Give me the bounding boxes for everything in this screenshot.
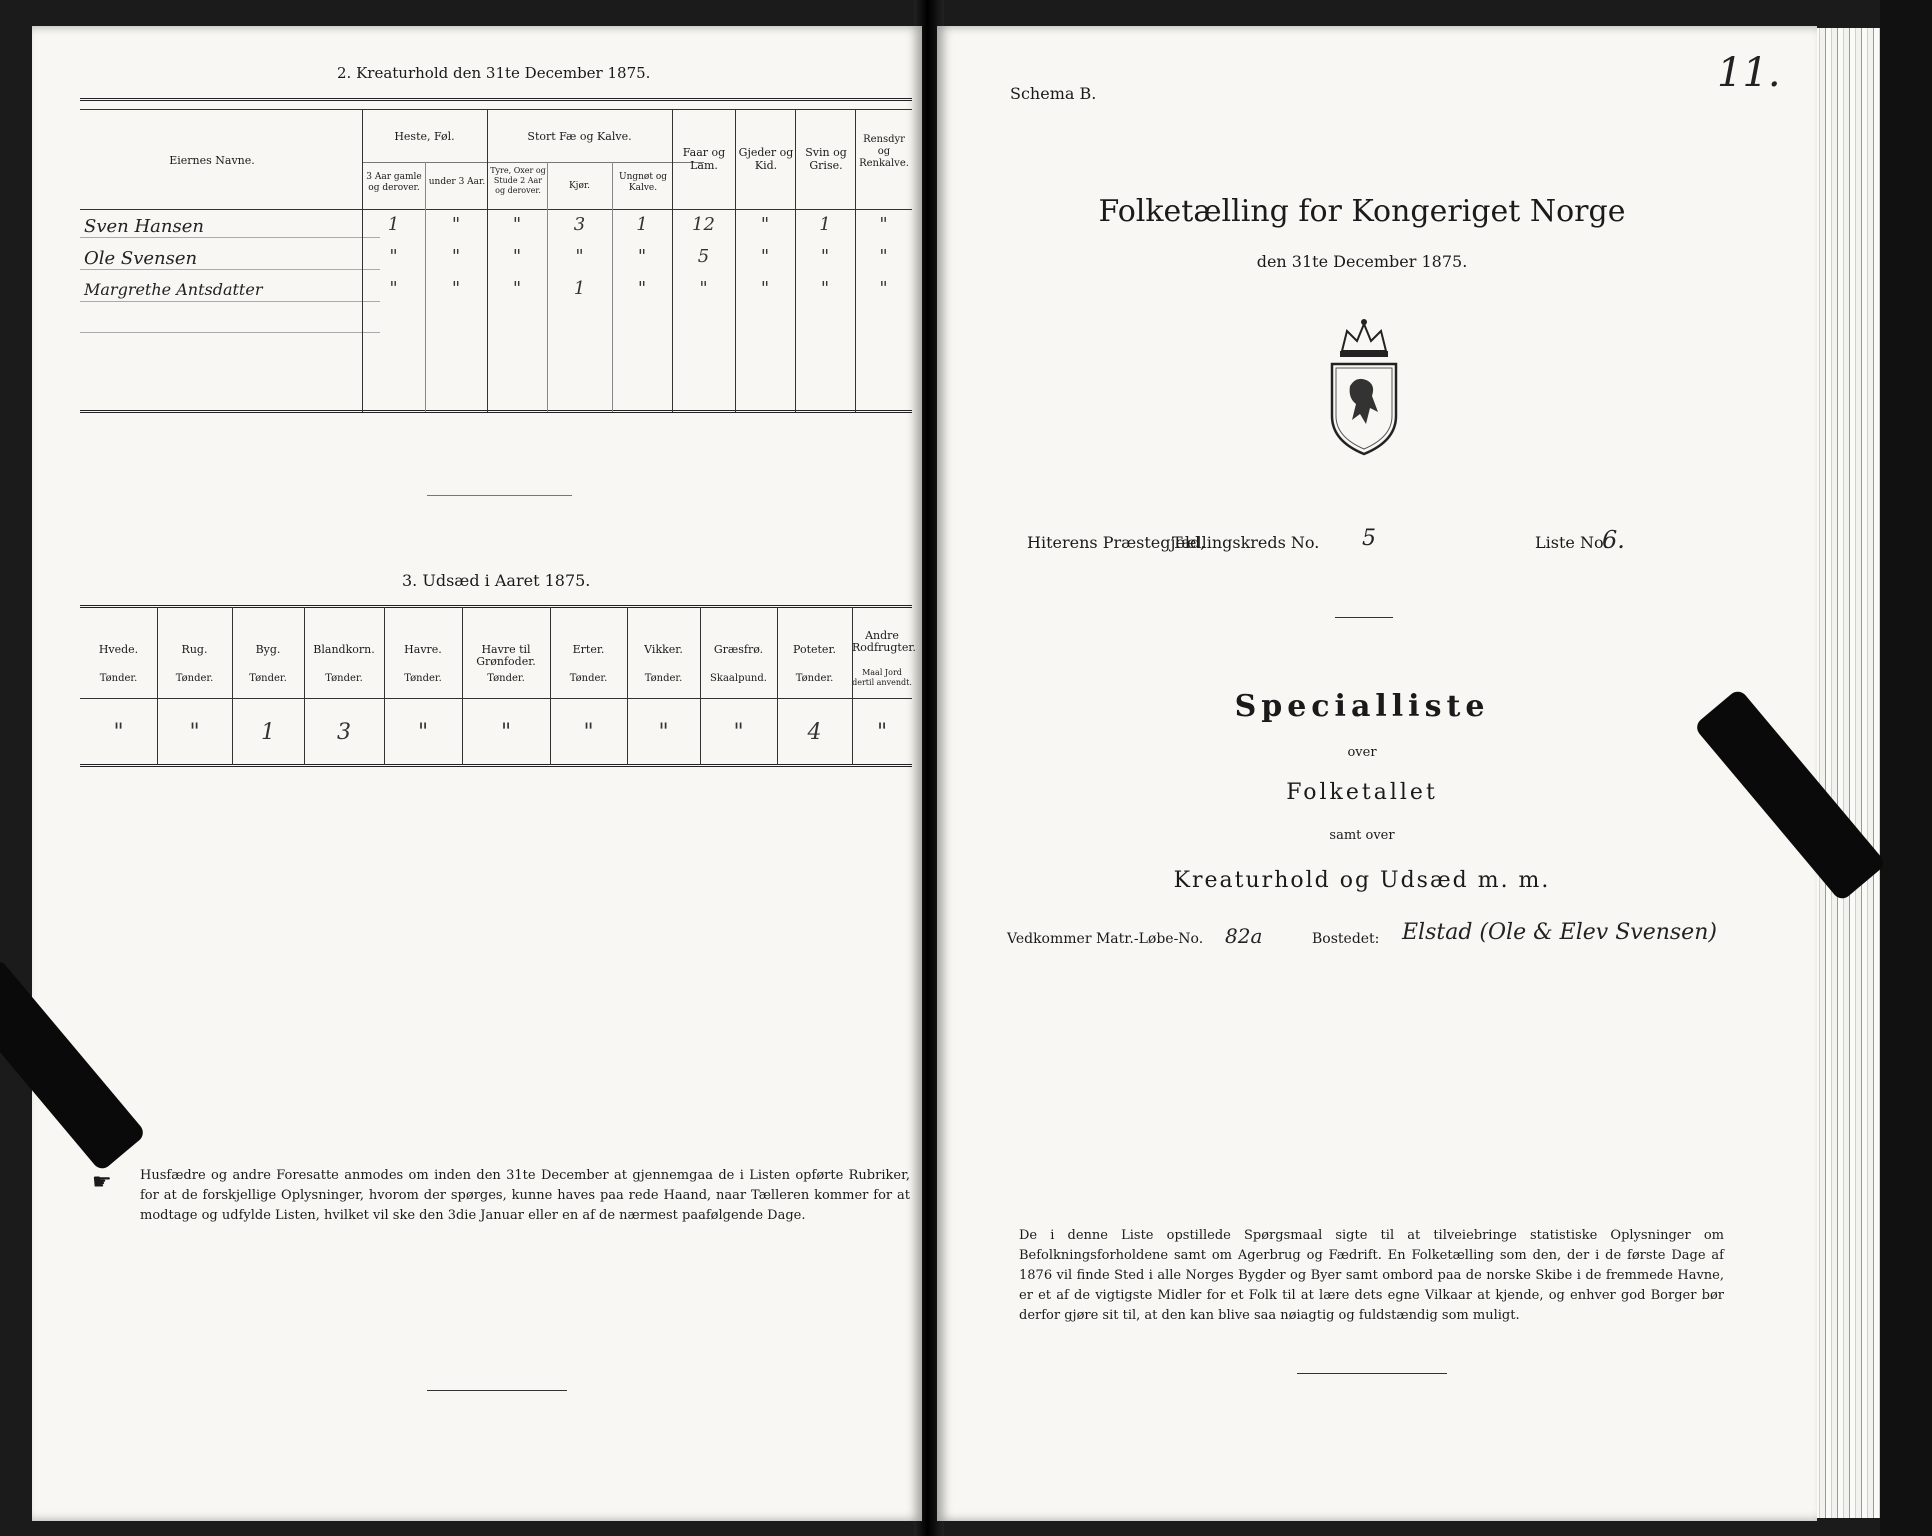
section2-title: 2. Kreaturhold den 31te December 1875. — [337, 64, 651, 82]
livestock-cell: " — [760, 246, 770, 267]
owner-name: Sven Hansen — [84, 216, 204, 237]
district-label: Tællingskreds No. — [1172, 533, 1320, 552]
crop-header: Havre. — [404, 643, 442, 656]
crop-value: 1 — [261, 720, 275, 745]
coat-of-arms-icon — [1322, 316, 1407, 456]
livestock-cell: " — [760, 278, 770, 299]
crop-unit: Tønder. — [569, 673, 608, 684]
crop-header: Blandkorn. — [313, 643, 375, 656]
livestock-cell: " — [451, 246, 461, 267]
livestock-cell: " — [512, 214, 522, 235]
owner-header: Eiernes Navne. — [169, 154, 255, 167]
livestock-cell: " — [879, 214, 888, 235]
bosted-value: Elstad (Ole & Elev Svensen) — [1402, 920, 1717, 945]
samt-over-text: samt over — [1329, 828, 1395, 843]
livestock-cell: " — [637, 246, 647, 267]
livestock-cell: " — [575, 246, 584, 267]
right-page — [937, 26, 1817, 1521]
table-rule — [80, 109, 912, 110]
crop-header: Vikker. — [644, 643, 683, 656]
crop-value: 3 — [337, 720, 351, 745]
matr-value: 82a — [1225, 924, 1263, 948]
subheader-svin: Svin og Grise. — [805, 146, 847, 172]
livestock-cell: " — [451, 278, 461, 299]
livestock-cell: " — [389, 246, 398, 267]
crop-header: Hvede. — [98, 643, 139, 656]
crop-value: 4 — [807, 720, 822, 745]
livestock-cell: " — [389, 278, 398, 299]
crop-unit: Tønder. — [404, 673, 442, 684]
table-rule — [80, 209, 912, 210]
table-bottom-rule — [80, 410, 912, 413]
livestock-cell: " — [879, 246, 888, 267]
table-top-rule — [80, 98, 912, 101]
livestock-cell: 3 — [573, 214, 586, 235]
subheader-s1: Tyre, Oxer og Stude 2 Aar og derover. — [490, 166, 546, 195]
bosted-label: Bostedet: — [1312, 931, 1380, 947]
crop-rule — [80, 698, 912, 699]
subheader-rens: Rensdyr og Renkalve. — [859, 134, 909, 169]
pointing-hand-icon: ☛ — [92, 1170, 112, 1195]
notice-text: Husfædre og andre Foresatte anmodes om inden den 31te December at gjennemgaa de i Listen opførte Rubriker, for at de forskjellige Oplysninger, hvorom der spørges, kunne haves paa rede Haand, naar Tælleren kommer for at modtage og udfylde Listen, hvilket vil ske den 3die Januar eller en af de nærmest paafølgende Dage. — [140, 1168, 910, 1223]
stortfae-header: Stort Fæ og Kalve. — [527, 130, 632, 143]
folio-number: 11. — [1717, 50, 1781, 96]
main-title: Folketælling for Kongeriget Norge — [1098, 194, 1626, 229]
livestock-cell: 5 — [697, 246, 710, 267]
crop-unit: Tønder. — [175, 673, 214, 684]
crop-value: " — [500, 720, 512, 745]
crop-unit: Maal Jord dertil anvendt. — [852, 668, 912, 687]
crop-value: " — [189, 720, 200, 745]
crop-header: Erter. — [572, 643, 605, 656]
livestock-cell: " — [820, 278, 830, 299]
crop-bottom-rule — [80, 764, 912, 767]
crop-unit: Tønder. — [325, 673, 363, 684]
crop-unit: Tønder. — [487, 673, 525, 684]
subtitle: den 31te December 1875. — [1256, 252, 1468, 271]
livestock-cell: " — [760, 214, 770, 235]
crop-header: Græsfrø. — [713, 643, 764, 656]
crop-header: Havre til Grønfoder. — [476, 643, 536, 668]
crop-unit: Tønder. — [249, 673, 287, 684]
specialliste-title: Specialliste — [1234, 689, 1490, 724]
schema-label: Schema B. — [1010, 84, 1097, 103]
subheader-gjeder: Gjeder og Kid. — [738, 146, 794, 172]
matr-label: Vedkommer Matr.-Løbe-No. — [1007, 931, 1204, 947]
divider — [427, 1390, 567, 1391]
subheader-s2: Kjør. — [568, 181, 591, 191]
folketallet-text: Folketallet — [1286, 780, 1438, 805]
crop-value: " — [417, 720, 429, 745]
livestock-cell: 1 — [573, 278, 586, 299]
crop-value: " — [113, 720, 124, 745]
section3-title: 3. Udsæd i Aaret 1875. — [402, 571, 591, 590]
livestock-cell: " — [820, 246, 830, 267]
kreaturhold-text: Kreaturhold og Udsæd m. m. — [1173, 868, 1551, 893]
subheader-h1: 3 Aar gamle og derover. — [366, 172, 422, 193]
background-right — [1880, 0, 1932, 1536]
livestock-cell: 1 — [387, 214, 400, 235]
table-rule — [80, 237, 380, 238]
crop-unit: Tønder. — [99, 673, 138, 684]
district-value: 5 — [1362, 526, 1376, 551]
list-label: Liste No. — [1535, 533, 1609, 552]
subheader-h2: under 3 Aar. — [428, 177, 486, 187]
crop-value: " — [876, 720, 888, 745]
crop-header: Poteter. — [793, 643, 836, 656]
crop-header: Byg. — [255, 643, 281, 656]
livestock-cell: " — [512, 246, 522, 267]
crop-value: " — [733, 720, 744, 745]
divider — [427, 495, 572, 496]
livestock-cell: " — [699, 278, 708, 299]
subheader-s3: Ungnøt og Kalve. — [618, 172, 667, 193]
livestock-cell: 1 — [819, 214, 831, 235]
livestock-cell: " — [879, 278, 888, 299]
crop-unit: Tønder. — [644, 673, 683, 684]
livestock-cell: 1 — [636, 214, 648, 235]
crop-unit: Skaalpund. — [710, 673, 767, 684]
table-rule — [362, 162, 704, 163]
heste-header: Heste, Føl. — [394, 130, 455, 143]
crop-unit: Tønder. — [795, 673, 834, 684]
divider — [1335, 617, 1393, 618]
livestock-cell: " — [512, 278, 522, 299]
livestock-cell: 12 — [692, 214, 715, 235]
table-rule — [80, 332, 380, 333]
crop-header: Andre Rodfrugter. — [852, 629, 916, 654]
livestock-cell: " — [637, 278, 647, 299]
table-rule — [80, 301, 380, 302]
subheader-faar: Faar og Lam. — [682, 146, 726, 172]
footer-paragraph: De i denne Liste opstillede Spørgsmaal sigte til at tilveiebringe statistiske Oplysninger om Befolkningsforholdene samt om Agerbrug og Fædrift. En Folketælling som den, der i de første Dage af 1876 vil finde Sted i alle Norges Bygder og Byer samt ombord paa de norske Skibe i de fremmede Havne, er et af de vigtigste Midler for et Folk til at lære dets egne Vilkaar at kjende, og enhver god Borger bør derfor gjøre sit til, at den kan blive saa nøiagtig og fuldstændig som muligt. — [1019, 1228, 1724, 1323]
owner-name: Margrethe Antsdatter — [84, 280, 263, 299]
crop-header: Rug. — [181, 643, 208, 656]
parish-label: Hiterens Præstegjeld, — [1027, 533, 1206, 552]
crop-value: " — [583, 720, 594, 745]
crop-value: " — [658, 720, 669, 745]
owner-name: Ole Svensen — [84, 248, 198, 269]
table-rule — [80, 269, 380, 270]
left-page — [32, 26, 922, 1521]
divider — [1297, 1373, 1447, 1374]
over-text: over — [1347, 745, 1377, 760]
livestock-cell: " — [451, 214, 461, 235]
list-value: 6. — [1602, 526, 1625, 554]
crop-top-rule — [80, 605, 912, 608]
